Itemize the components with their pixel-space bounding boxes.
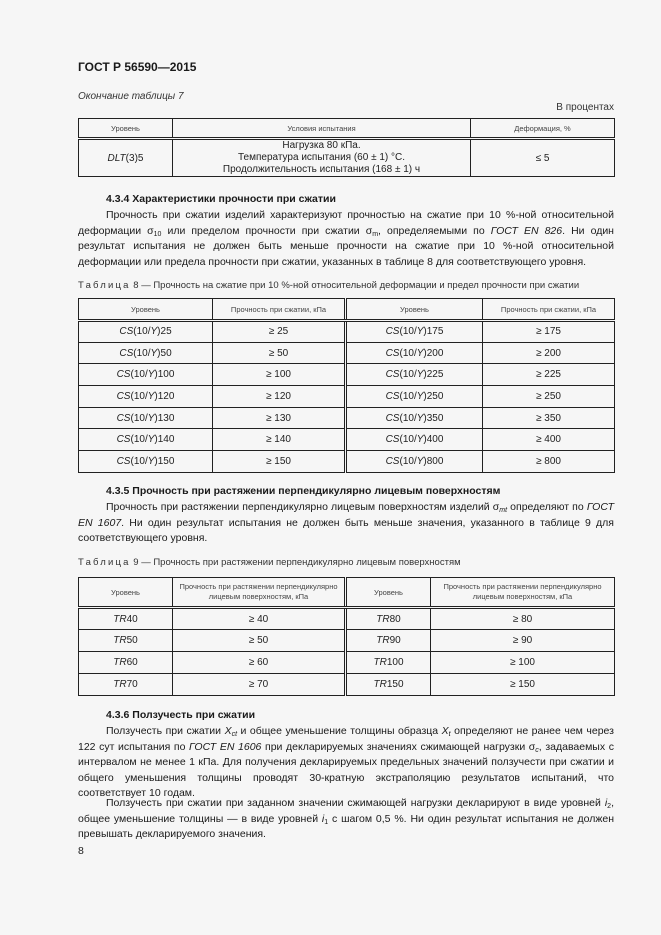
value-cell: ≥ 150 <box>213 451 346 473</box>
value-cell: ≥ 130 <box>213 407 346 429</box>
section-heading-4-3-5: 4.3.5 Прочность при растяжении перпендикулярно лицевым поверхностям <box>106 485 501 497</box>
level-prefix: CS <box>116 412 131 424</box>
level-suffix: (10/Y)50 <box>133 347 172 359</box>
variable: Y <box>147 434 155 446</box>
level-prefix: TR <box>373 657 387 668</box>
table9-caption <box>78 557 461 568</box>
variable: Y <box>150 347 158 359</box>
page-number: 8 <box>78 845 84 857</box>
level-cell <box>346 407 483 429</box>
value-cell: ≥ 25 <box>213 321 346 343</box>
level-suffix: (10/Y)175 <box>399 326 444 338</box>
value-cell: ≥ 50 <box>213 342 346 364</box>
value-cell: ≥ 100 <box>213 364 346 386</box>
level-cell <box>346 451 483 473</box>
level-suffix: (10/Y)350 <box>399 412 444 424</box>
text: . Ни один результат испытания не должен быть меньше прочности на сжатие при 10 %-ной относительной деформации или предела прочности при сжатии, указанных в таблице 8 для соответствующего уровня. <box>78 224 614 268</box>
variable: Y <box>150 326 158 338</box>
level-prefix: CS <box>116 455 131 467</box>
level-cell <box>79 342 213 364</box>
caption-text: 9 — Прочность при растяжении перпендикулярно лицевым поверхностям <box>130 557 461 568</box>
value-cell: ≥ 400 <box>483 429 615 451</box>
section-4-3-5-paragraph <box>78 500 614 547</box>
column-header: Деформация, % <box>471 119 615 139</box>
value-cell: ≥ 60 <box>173 652 346 674</box>
text: , общее уменьшение толщины — в виде уровней <box>78 797 614 825</box>
level-suffix: 150 <box>386 679 404 690</box>
text: или пределом прочности при сжатии σ <box>161 224 373 237</box>
value-cell: ≥ 80 <box>431 608 615 630</box>
variable: Y <box>147 369 155 381</box>
value-cell: ≥ 150 <box>431 674 615 696</box>
condition-line: Температура испытания (60 ± 1) °С. <box>237 152 406 163</box>
level-suffix: (10/Y)130 <box>130 412 175 424</box>
variable: Y <box>416 347 424 359</box>
variable: Y <box>416 434 424 446</box>
value-cell: ≥ 175 <box>483 321 615 343</box>
level-cell <box>79 429 213 451</box>
level-cell <box>346 342 483 364</box>
level-suffix: (10/Y)800 <box>399 455 444 467</box>
subscript: 10 <box>153 230 162 238</box>
value-cell: ≥ 800 <box>483 451 615 473</box>
value-cell: ≥ 225 <box>483 364 615 386</box>
level-cell <box>79 321 213 343</box>
level-cell <box>79 364 213 386</box>
subscript: ct <box>231 731 238 738</box>
level-prefix: CS <box>385 369 400 381</box>
level-prefix: TR <box>376 635 390 646</box>
level-prefix: CS <box>385 347 400 359</box>
level-prefix: TR <box>113 613 127 625</box>
level-code: DLT <box>107 152 126 164</box>
level-cell <box>346 321 483 343</box>
table-header-row <box>79 119 615 139</box>
level-suffix: 60 <box>126 657 138 668</box>
deformation-cell: ≤ 5 <box>471 139 615 177</box>
level-suffix: 80 <box>389 613 401 625</box>
standard-reference: ГОСТ EN 1606 <box>189 740 262 753</box>
table-row <box>79 429 615 451</box>
table-row <box>79 139 615 177</box>
table-row <box>79 608 615 630</box>
column-header: Уровень <box>346 578 431 608</box>
table-8 <box>78 298 615 473</box>
table-row <box>79 630 615 652</box>
level-prefix: TR <box>113 679 127 690</box>
section-4-3-6-paragraph-2 <box>78 796 614 843</box>
section-4-3-6-paragraph-1 <box>78 724 614 802</box>
column-header: Прочность при сжатии, кПа <box>483 299 615 321</box>
level-prefix: CS <box>385 390 400 402</box>
level-cell <box>79 407 213 429</box>
text: Ползучесть при сжатии <box>106 725 225 737</box>
document-title: ГОСТ Р 56590—2015 <box>78 60 197 74</box>
table7-continuation-label: Окончание таблицы 7 <box>78 91 184 102</box>
table-row <box>79 364 615 386</box>
variable: X <box>441 725 449 737</box>
subscript: c <box>535 746 539 754</box>
value-cell: ≥ 90 <box>431 630 615 652</box>
table8-caption <box>78 280 579 291</box>
level-prefix: TR <box>113 657 127 668</box>
condition-line: Продолжительность испытания (168 ± 1) ч <box>222 164 421 175</box>
column-header: Прочность при сжатии, кПа <box>213 299 346 321</box>
standard-reference: ГОСТ EN 826 <box>490 224 563 237</box>
value-cell: ≥ 40 <box>173 608 346 630</box>
level-cell <box>346 364 483 386</box>
table-row <box>79 386 615 408</box>
section-4-3-4-paragraph <box>78 208 614 270</box>
conditions-cell <box>173 139 471 177</box>
table-row <box>79 451 615 473</box>
level-cell <box>346 386 483 408</box>
section-heading-4-3-6: 4.3.6 Ползучесть при сжатии <box>106 709 256 721</box>
level-cell <box>79 386 213 408</box>
level-suffix: (3)5 <box>125 152 144 164</box>
caption-word: Таблица <box>78 280 131 291</box>
level-cell <box>79 139 173 177</box>
level-cell <box>79 451 213 473</box>
subscript: t <box>448 731 451 738</box>
variable: Y <box>416 369 424 381</box>
level-suffix: (10/Y)140 <box>130 434 175 446</box>
level-prefix: TR <box>376 613 390 625</box>
level-prefix: CS <box>116 369 131 381</box>
table-7 <box>78 118 615 177</box>
table-header-row <box>79 299 615 321</box>
level-suffix: (10/Y)200 <box>399 347 444 359</box>
text: Ползучесть при сжатии при заданном значении сжимающей нагрузки декларируют в виде уровней <box>106 797 605 809</box>
value-cell: ≥ 140 <box>213 429 346 451</box>
value-cell: ≥ 50 <box>173 630 346 652</box>
level-suffix: (10/Y)150 <box>130 455 175 467</box>
level-cell <box>79 608 173 630</box>
text: определяют по <box>507 501 587 513</box>
table-9 <box>78 577 615 696</box>
level-prefix: CS <box>119 347 134 359</box>
level-suffix: 40 <box>126 613 138 625</box>
variable: i <box>604 797 608 809</box>
level-suffix: (10/Y)225 <box>399 369 444 381</box>
subscript: m <box>372 230 379 238</box>
level-prefix: TR <box>373 679 387 690</box>
caption-text: 8 — Прочность на сжатие при 10 %-ной относительной деформации и предел прочности при сжатии <box>130 280 580 291</box>
table-row <box>79 407 615 429</box>
text: , определяемыми по <box>378 224 491 237</box>
text: и общее уменьшение толщины образца <box>237 725 442 737</box>
column-header: Уровень <box>79 578 173 608</box>
level-suffix: (10/Y)100 <box>130 369 175 381</box>
standard-reference: ГОСТ EN 1607 <box>78 501 614 529</box>
column-header: Прочность при растяжении перпендикулярно лицевым поверхностям, кПа <box>431 578 615 608</box>
value-cell: ≥ 250 <box>483 386 615 408</box>
level-prefix: CS <box>385 434 400 446</box>
level-cell <box>346 429 483 451</box>
level-prefix: CS <box>116 390 131 402</box>
text: , задаваемых с интервалом не менее 1 кПа. Для получения декларируемых предельных значений ползучести при сжатии и общего уменьшения толщины проводят 30-кратную экстраполяцию результатов испытаний, что соответствует 10 годам. <box>78 740 614 800</box>
variable: i <box>321 812 325 825</box>
level-cell <box>79 674 173 696</box>
text: Прочность при сжатии изделий характеризуют прочностью на сжатие при 10 %-ной относительной деформации σ <box>78 209 614 237</box>
table-row <box>79 342 615 364</box>
table-row <box>79 652 615 674</box>
value-cell: ≥ 100 <box>431 652 615 674</box>
level-prefix: CS <box>119 326 134 338</box>
column-header: Уровень <box>346 299 483 321</box>
table-row <box>79 674 615 696</box>
table-row <box>79 321 615 343</box>
level-prefix: CS <box>385 326 400 338</box>
level-suffix: (10/Y)250 <box>399 390 444 402</box>
variable: Y <box>416 326 424 338</box>
level-suffix: (10/Y)120 <box>130 390 175 402</box>
table-header-row <box>79 578 615 608</box>
level-prefix: CS <box>116 434 131 446</box>
subscript: mt <box>499 507 508 514</box>
level-cell <box>79 630 173 652</box>
value-cell: ≥ 350 <box>483 407 615 429</box>
level-cell <box>346 608 431 630</box>
text: Прочность при растяжении перпендикулярно лицевым поверхностям изделий σ <box>106 501 500 513</box>
variable: Y <box>416 455 424 467</box>
subscript: 2 <box>607 803 612 810</box>
subscript: 1 <box>324 818 329 826</box>
variable: Y <box>416 412 424 424</box>
caption-word: Таблица <box>78 557 131 568</box>
text: . Ни один результат испытания не должен быть меньше значения, указанного в таблице 9 для соответствующего уровня. <box>78 516 614 545</box>
level-suffix: (10/Y)25 <box>133 326 172 338</box>
value-cell: ≥ 120 <box>213 386 346 408</box>
variable: X <box>224 725 232 737</box>
column-header: Прочность при растяжении перпендикулярно лицевым поверхностям, кПа <box>173 578 346 608</box>
variable: Y <box>147 390 155 402</box>
level-cell <box>346 652 431 674</box>
variable: Y <box>147 455 155 467</box>
level-suffix: (10/Y)400 <box>399 434 444 446</box>
level-cell <box>346 630 431 652</box>
value-cell: ≥ 70 <box>173 674 346 696</box>
table7-units: В процентах <box>556 102 614 113</box>
level-suffix: 100 <box>386 657 404 668</box>
level-suffix: 70 <box>126 679 138 690</box>
text: определяют не ранее чем через 122 сут испытания по <box>78 725 614 753</box>
level-suffix: 50 <box>126 635 138 646</box>
variable: Y <box>416 390 424 402</box>
column-header: Уровень <box>79 299 213 321</box>
level-cell <box>346 674 431 696</box>
condition-line: Нагрузка 80 кПа. <box>282 140 361 151</box>
level-prefix: TR <box>113 635 127 646</box>
level-prefix: CS <box>385 412 400 424</box>
level-cell <box>79 652 173 674</box>
level-suffix: 90 <box>389 635 401 646</box>
column-header: Условия испытания <box>173 119 471 139</box>
level-prefix: CS <box>385 455 400 467</box>
column-header: Уровень <box>79 119 173 139</box>
text: при декларируемых значениях сжимающей нагрузки σ <box>261 740 536 753</box>
value-cell: ≥ 200 <box>483 342 615 364</box>
text: с шагом 0,5 %. Ни один результат испытания не должен превышать декларируемого значения. <box>78 812 615 841</box>
variable: Y <box>147 412 155 424</box>
section-heading-4-3-4: 4.3.4 Характеристики прочности при сжатии <box>106 193 336 205</box>
